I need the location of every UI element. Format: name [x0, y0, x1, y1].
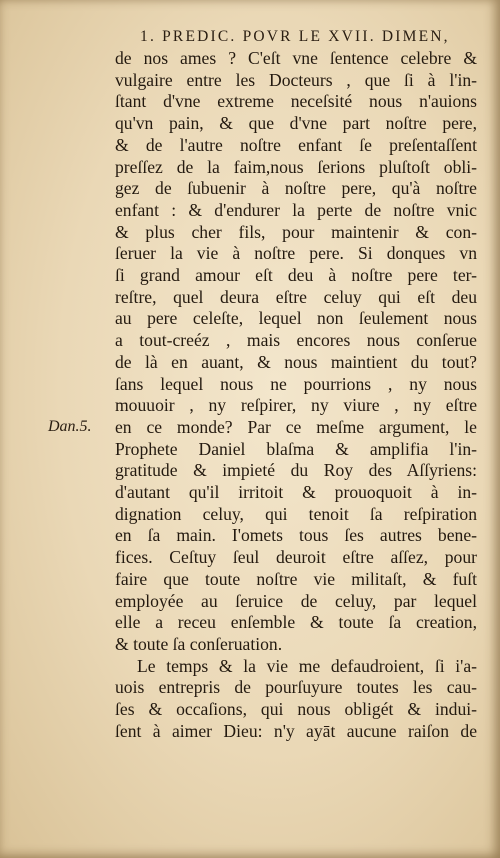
- text-line: gez de ſubuenir à noſtre pere, qu'à noſtre: [115, 178, 477, 199]
- text-line: Le temps & la vie me defaudroient, ſi i'a-: [137, 655, 477, 676]
- text-line: dignation celuy, qui tenoit ſa reſpiration: [115, 503, 477, 524]
- text-line: & toute ſa conſeruation.: [115, 633, 283, 654]
- body-text: [115, 48, 477, 743]
- text-line: fices. Ceſtuy ſeul deuroit eſtre aſſez, pour: [115, 547, 477, 568]
- text-line: faire que toute noſtre vie militaſt, & fuſt: [115, 568, 477, 589]
- text-line: mouuoir , ny reſpirer, ny viure , ny eſtre: [115, 395, 477, 416]
- text-line: ſes & occaſions, qui nous obligét & indui-: [115, 699, 477, 720]
- text-line: uois entrepris de pourſuyure toutes les cau-: [115, 677, 477, 698]
- text-line: reſtre, quel deura eſtre celuy qui eſt deu: [115, 286, 477, 307]
- text-line: de nos ames ? C'eſt vne ſentence celebre &: [115, 48, 477, 68]
- running-head: 1. PREDIC. POVR LE XVII. DIMEN,: [140, 28, 450, 45]
- text-line: & plus cher fils, pour maintenir & con-: [115, 221, 477, 242]
- text-line: ſent à aimer Dieu: n'y ayāt aucune raiſon de: [115, 720, 477, 741]
- text-line: de là en auant, & nous maintient du tout?: [115, 351, 477, 372]
- text-line: enfant : & d'endurer la perte de noſtre vnic: [115, 199, 477, 220]
- text-line: ſeruer la vie à noſtre pere. Si donques vn: [115, 243, 477, 264]
- text-line: en ce monde? Par ce meſme argument, le: [115, 416, 477, 437]
- text-line: & de l'autre noſtre enfant ſe preſentaſſent: [115, 134, 477, 155]
- text-line: vulgaire entre les Docteurs , que ſi à l'in-: [115, 69, 477, 90]
- text-line: d'autant qu'il irritoit & prouoquoit à in-: [115, 482, 477, 503]
- text-line: en ſa main. I'omets tous ſes autres bene-: [115, 525, 477, 546]
- text-line: elle a receu enſemble & toute ſa creation,: [115, 612, 477, 633]
- text-line: employée au ſeruice de celuy, par lequel: [115, 590, 477, 611]
- margin-note: Dan.5.: [48, 418, 92, 435]
- text-line: gratitude & impieté du Roy des Aſſyriens:: [115, 460, 477, 481]
- text-line: ſans lequel nous ne pourrions , ny nous: [115, 373, 477, 394]
- text-line: ſi grand amour eſt deu à noſtre pere ter-: [115, 265, 477, 286]
- text-line: ſtant d'vne extreme neceſsité nous n'auions: [115, 91, 477, 112]
- text-line: Prophete Daniel blaſma & amplifia l'in-: [115, 438, 477, 459]
- text-line: preſſez de la faim,nous ſerions pluſtoſt obli-: [115, 156, 477, 177]
- text-line: a tout-creéz , mais encores nous conſerue: [115, 330, 477, 351]
- text-line: qu'vn pain, & que d'vne part noſtre pere,: [115, 113, 477, 134]
- text-line: au pere celeſte, lequel non ſeulement nous: [115, 308, 477, 329]
